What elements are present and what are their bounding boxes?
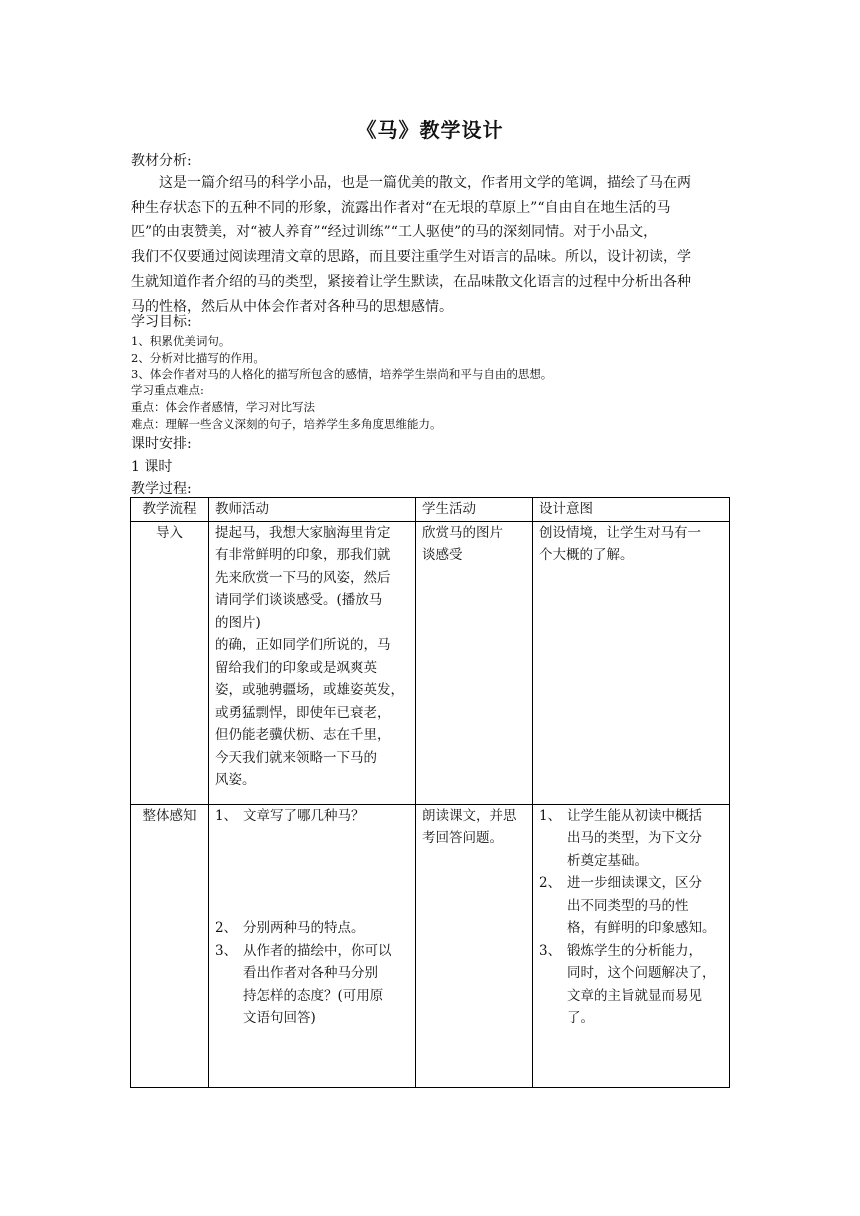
list-number: 2、 bbox=[539, 875, 562, 891]
text-line: 看出作者对各种马分别 bbox=[243, 965, 378, 981]
analysis-line: 种生存状态下的五种不同的形象，流露出作者对“在无垠的草原上”“自由自在地生活的马 bbox=[131, 199, 671, 216]
text-line: 分别两种马的特点。 bbox=[243, 920, 365, 936]
goal-item: 1、积累优美词句。 bbox=[131, 334, 231, 348]
analysis-line: 生就知道作者介绍的马的类型，紧接着让学生默读，在品味散文化语言的过程中分析出各种 bbox=[131, 273, 691, 290]
teaching-process-table bbox=[130, 497, 730, 1088]
teacher-activity-cell bbox=[209, 804, 416, 1087]
design-intent-cell bbox=[533, 521, 730, 804]
text-line: 格，有鲜明的印象感知。 bbox=[567, 920, 716, 936]
column-header: 教师活动 bbox=[209, 498, 416, 522]
text-line: 创设情境，让学生对马有一 bbox=[539, 524, 701, 541]
table-row bbox=[131, 804, 730, 1087]
list-number: 1、 bbox=[539, 807, 562, 824]
analysis-line: 马的性格，然后从中体会作者对各种马的思想感情。 bbox=[131, 298, 453, 315]
text-line: 考回答问题。 bbox=[422, 830, 503, 846]
analysis-paragraph bbox=[131, 171, 731, 319]
table-header-row bbox=[131, 498, 730, 522]
text-line: 或勇猛剽悍，即使年已衰老， bbox=[215, 704, 391, 721]
table-row bbox=[131, 521, 730, 804]
text-line: 文语句回答) bbox=[243, 1010, 316, 1026]
column-header: 教学流程 bbox=[131, 498, 209, 522]
stage-cell: 导入 bbox=[131, 521, 209, 804]
list-item bbox=[215, 940, 409, 1030]
text-line: 文章的主旨就显而易见 bbox=[567, 987, 702, 1004]
text-line: 但仍能老骥伏枥、志在千里， bbox=[215, 727, 391, 743]
list-item bbox=[215, 805, 409, 828]
text-line: 今天我们就来领略一下马的 bbox=[215, 749, 377, 766]
schedule-heading: 课时安排: bbox=[131, 436, 192, 452]
text-line: 提起马，我想大家脑海里肯定 bbox=[215, 524, 391, 541]
design-intent-cell bbox=[533, 804, 730, 1087]
list-item bbox=[215, 917, 409, 940]
text-line: 同时，这个问题解决了， bbox=[567, 965, 716, 981]
text-line: 姿，或驰骋疆场，或雄姿英发， bbox=[215, 682, 404, 698]
student-activity-cell bbox=[416, 804, 533, 1087]
text-line: 持怎样的态度？(可用原 bbox=[243, 987, 384, 1004]
text-line: 请同学们谈谈感受。(播放马 bbox=[215, 592, 383, 608]
text-line: 出不同类型的马的性 bbox=[567, 897, 689, 914]
text-line: 谈感受 bbox=[422, 547, 463, 563]
schedule-value: 1 课时 bbox=[131, 459, 173, 475]
document-title: 《马》教学设计 bbox=[356, 118, 504, 142]
column-header: 设计意图 bbox=[533, 498, 730, 522]
analysis-line: 这是一篇介绍马的科学小品，也是一篇优美的散文，作者用文学的笔调，描绘了马在两 bbox=[159, 175, 691, 191]
analysis-line: 我们不仅要通过阅读理清文章的思路，而且要注重学生对语言的品味。所以，设计初读，学 bbox=[131, 249, 691, 266]
text-line: 先来欣赏一下马的风姿，然后 bbox=[215, 569, 391, 586]
goal-item: 3、体会作者对马的人格化的描写所包含的感情，培养学生崇尚和平与自由的思想。 bbox=[131, 367, 553, 381]
list-item bbox=[539, 872, 723, 940]
key-points-heading: 学习重点难点: bbox=[131, 383, 204, 397]
text-line: 有非常鲜明的印象，那我们就 bbox=[215, 547, 391, 563]
text-line: 进一步细读课文，区分 bbox=[567, 875, 702, 891]
text-line: 文章写了哪几种马？ bbox=[243, 807, 365, 824]
text-line: 的确，正如同学们所说的，马 bbox=[215, 637, 391, 653]
goal-item: 2、分析对比描写的作用。 bbox=[131, 351, 265, 365]
text-line: 了。 bbox=[567, 1010, 594, 1026]
text-line: 欣赏马的图片 bbox=[422, 524, 503, 541]
analysis-line: 匹”的由衷赞美，对“被人养育”“经过训练”“工人驱使”的马的深刻同情。对于小品文， bbox=[131, 224, 658, 241]
key-point-focus: 重点：体会作者感情，学习对比写法 bbox=[131, 400, 315, 414]
text-line: 析奠定基础。 bbox=[567, 852, 648, 869]
text-line: 让学生能从初读中概括 bbox=[567, 807, 702, 824]
text-line: 的图片) bbox=[215, 614, 261, 631]
stage-cell: 整体感知 bbox=[131, 804, 209, 1087]
column-header: 学生活动 bbox=[416, 498, 533, 522]
list-number: 3、 bbox=[215, 942, 238, 959]
key-point-difficulty: 难点：理解一些含义深刻的句子，培养学生多角度思维能力。 bbox=[131, 417, 442, 431]
text-line: 留给我们的印象或是飒爽英 bbox=[215, 659, 377, 676]
list-item bbox=[539, 940, 723, 1030]
analysis-heading: 教材分析: bbox=[131, 153, 192, 169]
goals-heading: 学习目标: bbox=[131, 314, 192, 330]
process-heading: 教学过程: bbox=[131, 481, 192, 497]
text-line: 个大概的了解。 bbox=[539, 547, 634, 563]
list-item bbox=[539, 805, 723, 873]
text-line: 出马的类型，为下文分 bbox=[567, 830, 702, 846]
list-number: 3、 bbox=[539, 942, 562, 959]
text-line: 从作者的描绘中，你可以 bbox=[243, 942, 392, 959]
list-number: 2、 bbox=[215, 920, 238, 936]
teacher-activity-cell bbox=[209, 521, 416, 804]
text-line: 风姿。 bbox=[215, 772, 256, 788]
list-number: 1、 bbox=[215, 807, 238, 824]
text-line: 朗读课文，并思 bbox=[422, 807, 517, 824]
text-line: 锻炼学生的分析能力， bbox=[567, 942, 702, 959]
student-activity-cell bbox=[416, 521, 533, 804]
